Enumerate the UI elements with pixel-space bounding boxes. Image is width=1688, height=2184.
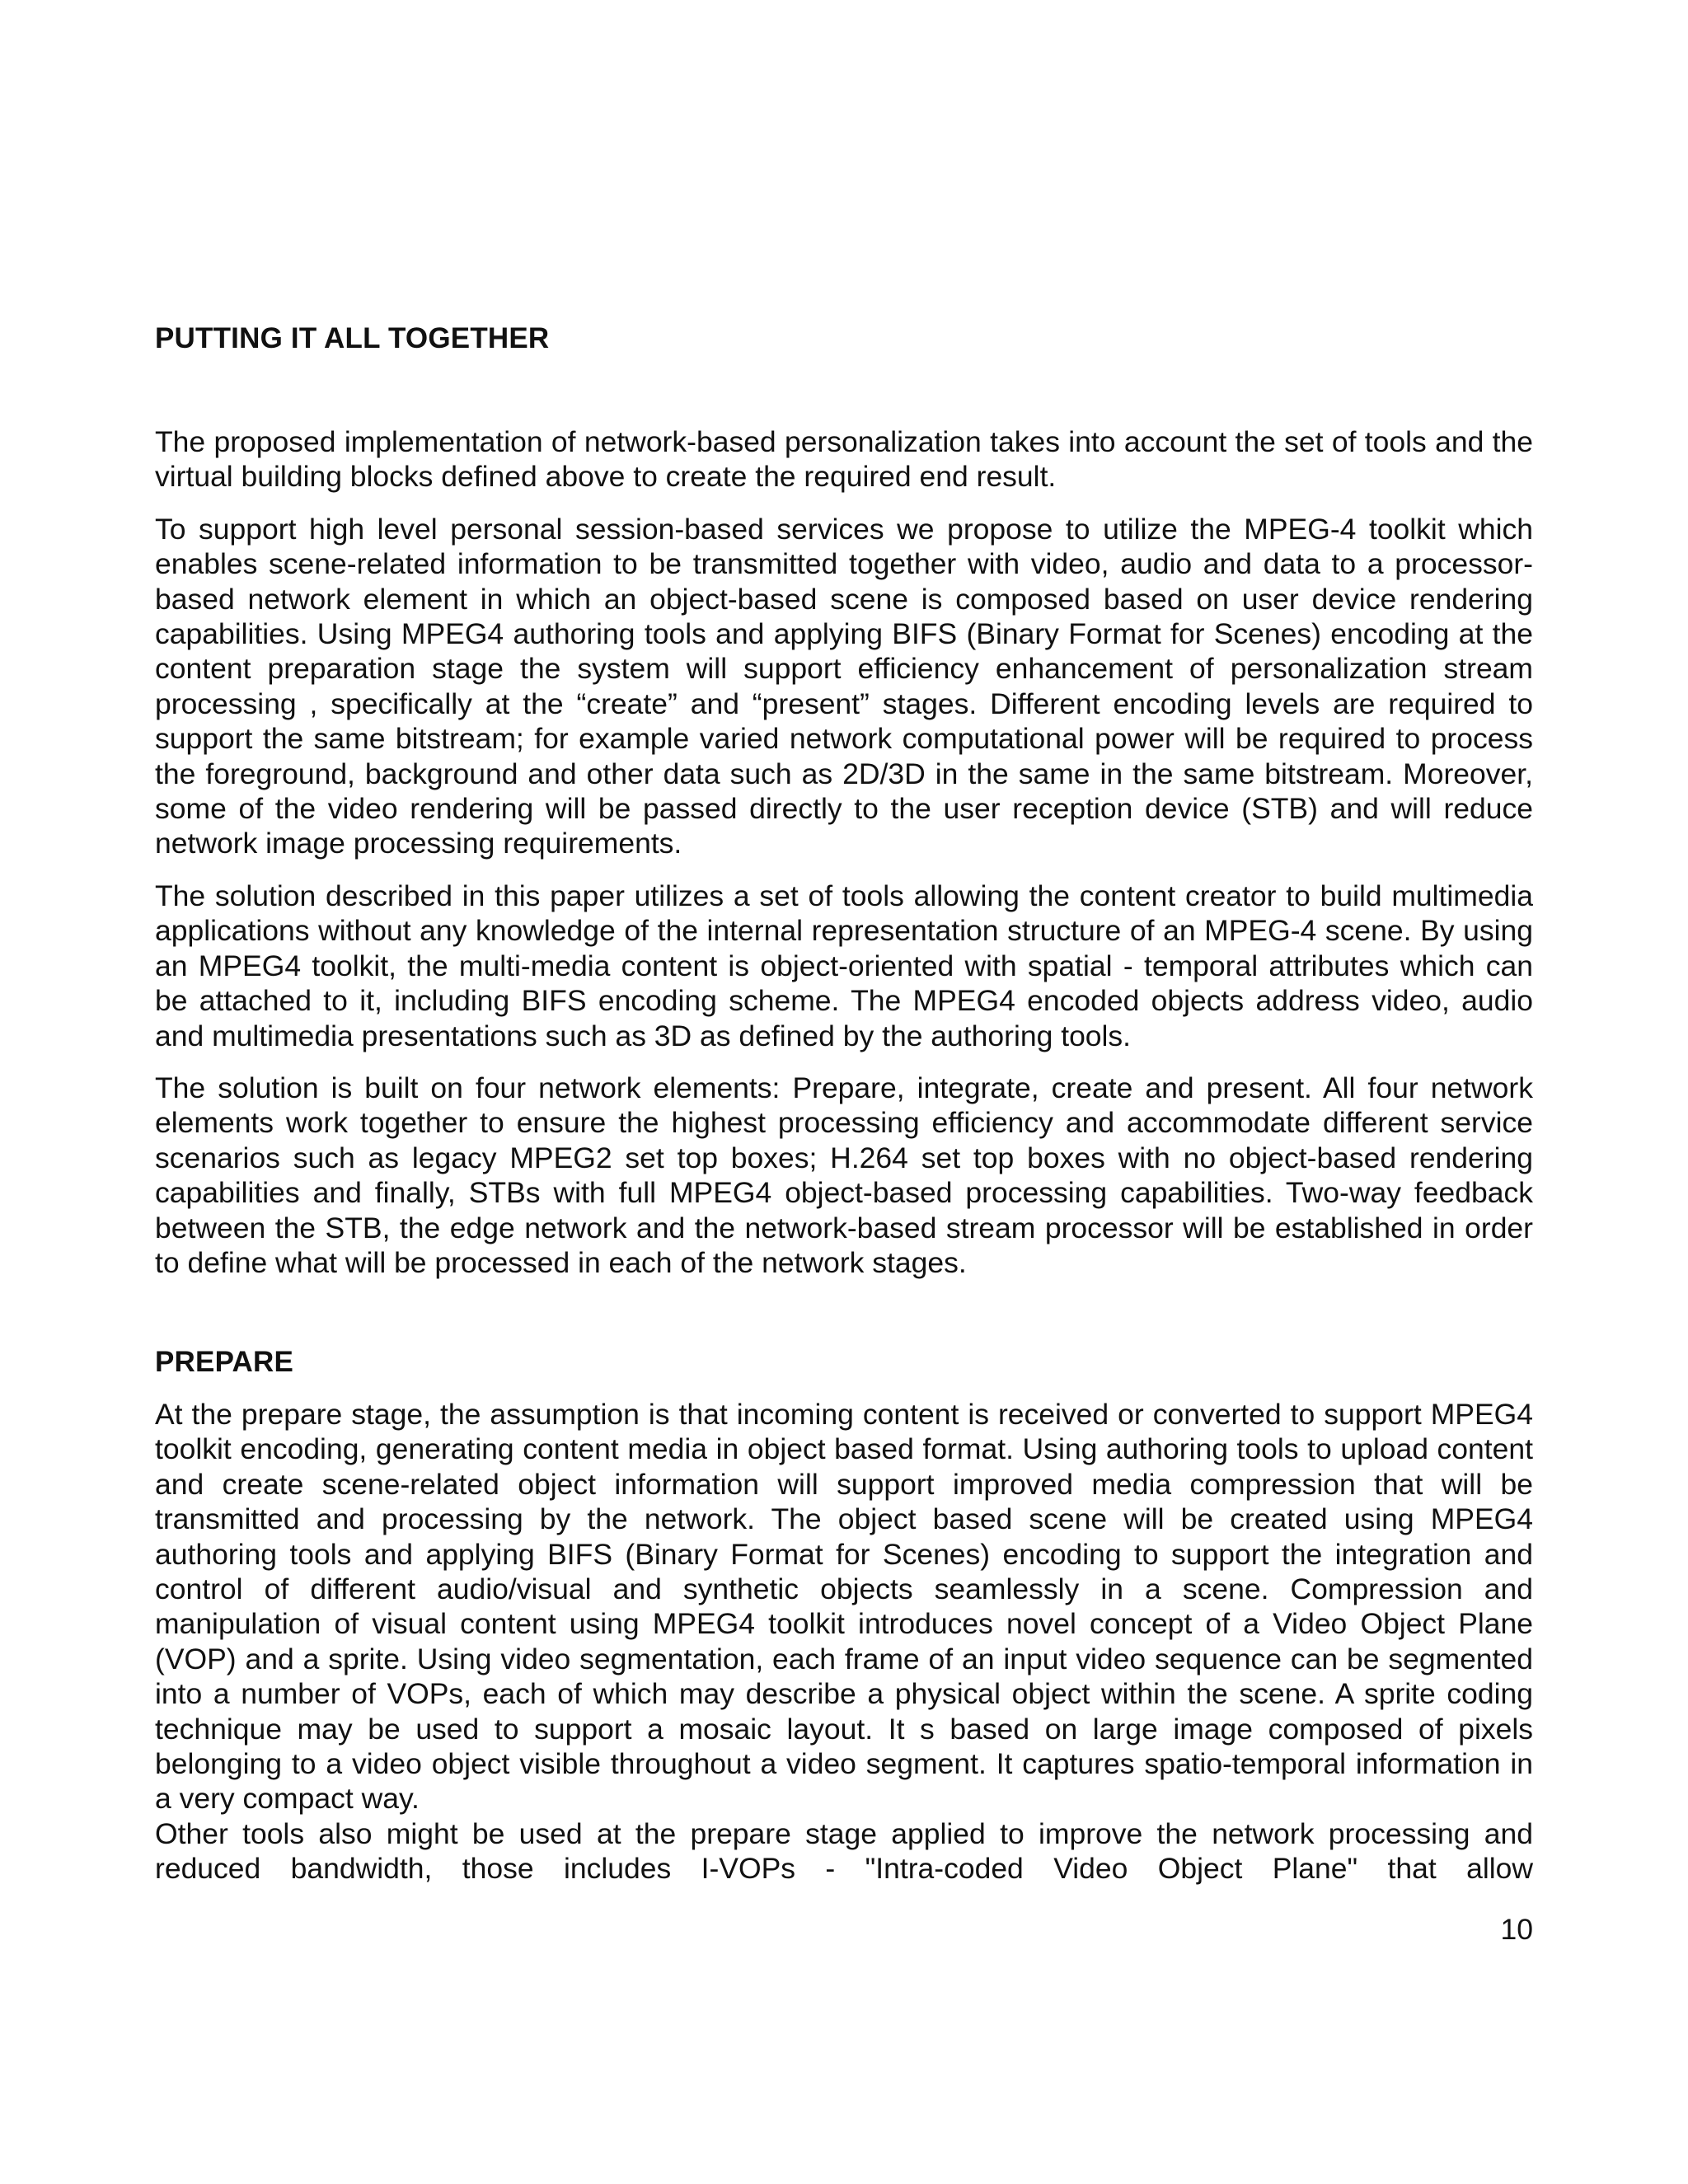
paragraph: At the prepare stage, the assumption is that incoming content is received or converted to support MPEG4 toolkit encoding, generating content media in object based format. Using authoring tools to upload content and create scene-related object information will support improved media compression that will be transmitted and processing by the network. The object based scene will be created using MPEG4 authoring tools and applying BIFS (Binary Format for Scenes) encoding to support the integration and control of different audio/visual and synthetic objects seamlessly in a scene. Compression and manipulation of visual content using MPEG4 toolkit introduces novel concept of a Video Object Plane (VOP) and a sprite. Using video segmentation, each frame of an input video sequence can be segmented into a number of VOPs, each of which may describe a physical object within the scene. A sprite coding technique may be used to support a mosaic layout. It s based on large image composed of pixels belonging to a video object visible throughout a video segment. It captures spatio-temporal information in a very compact way. xyxy=(155,1398,1533,1816)
paragraph: To support high level personal session-based services we propose to utilize the MPEG-4 toolkit which enables scene-related information to be transmitted together with video, audio and data to a processor-based network element in which an object-based scene is composed based on user device rendering capabilities. Using MPEG4 authoring tools and applying BIFS (Binary Format for Scenes) encoding at the content preparation stage the system will support efficiency enhancement of personalization stream processing , specifically at the “create” and “present” stages. Different encoding levels are required to support the same bitstream; for example varied network computational power will be required to process the foreground, background and other data such as 2D/3D in the same in the same bitstream. Moreover, some of the video rendering will be passed directly to the user reception device (STB) and will reduce network image processing requirements. xyxy=(155,512,1533,860)
section-body-prepare xyxy=(155,1397,1533,1886)
paragraph: The proposed implementation of network-based personalization takes into account the set of tools and the virtual building blocks defined above to create the required end result. xyxy=(155,425,1533,494)
section-heading-prepare: PREPARE xyxy=(155,1346,294,1378)
section-heading-putting-it-all-together: PUTTING IT ALL TOGETHER xyxy=(155,322,550,354)
section-body-putting-it-all-together xyxy=(155,424,1533,1297)
paragraph: The solution described in this paper utilizes a set of tools allowing the content creator to build multimedia applications without any knowledge of the internal representation structure of an MPEG-4 scene. By using an MPEG4 toolkit, the multi-media content is object-oriented with spatial - temporal attributes which can be attached to it, including BIFS encoding scheme. The MPEG4 encoded objects address video, audio and multimedia presentations such as 3D as defined by the authoring tools. xyxy=(155,879,1533,1052)
page-number: 10 xyxy=(1500,1913,1533,1946)
paragraph: Other tools also might be used at the prepare stage applied to improve the network processing and reduced bandwidth, those includes I-VOPs - "Intra-coded Video Object Plane" that allow xyxy=(155,1816,1533,1886)
paragraph: The solution is built on four network elements: Prepare, integrate, create and present. All four network elements work together to ensure the highest processing efficiency and accommodate different service scenarios such as legacy MPEG2 set top boxes; H.264 set top boxes with no object-based rendering capabilities and finally, STBs with full MPEG4 object-based processing capabilities. Two-way feedback between the STB, the edge network and the network-based stream processor will be established in order to define what will be processed in each of the network stages. xyxy=(155,1071,1533,1279)
